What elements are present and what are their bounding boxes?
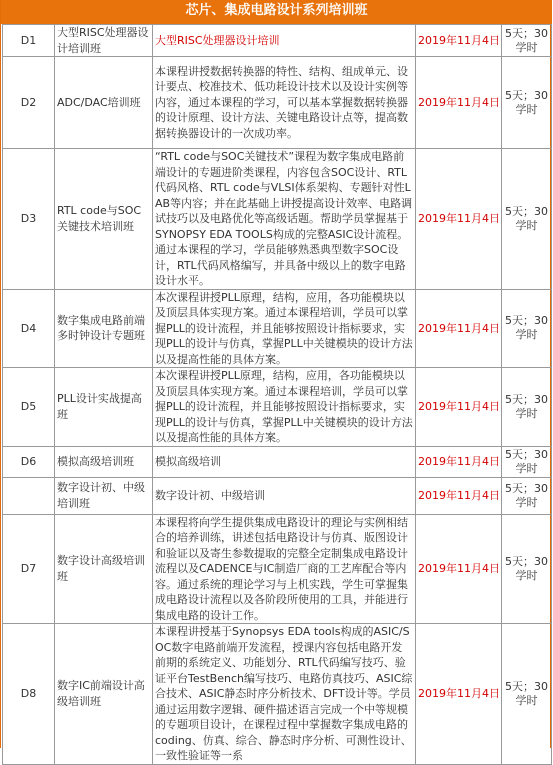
sheet-title: 芯片、集成电路设计系列培训班 <box>1 0 552 24</box>
course-id: D6 <box>3 446 55 477</box>
course-duration: 5天；30学时 <box>502 149 552 290</box>
course-name: 模拟高级培训班 <box>55 446 153 477</box>
course-id: D3 <box>3 149 55 290</box>
course-duration: 5天；30学时 <box>502 368 552 447</box>
table-row <box>3 149 552 290</box>
course-id: D5 <box>3 368 55 447</box>
table-row <box>3 446 552 477</box>
course-id: D8 <box>3 624 55 765</box>
course-name: 大型RISC处理器设计培训班 <box>55 25 153 57</box>
course-date: 2019年11月4日 <box>416 514 502 624</box>
table-row <box>3 25 552 57</box>
course-description: 本课程讲授数据转换器的特性、结构、组成单元、设计要点、校准技术、低功耗设计技术以及设计实例等内容，通过本课程的学习，可以基本掌握数据转换器的设计原理、设计方法、关键电路设计点等，提高数据转换器设计的一次成功率。 <box>153 57 416 149</box>
course-id: D7 <box>3 514 55 624</box>
course-table <box>2 24 552 765</box>
table-row <box>3 477 552 514</box>
course-duration: 5天；30学时 <box>502 25 552 57</box>
course-description: 本课程将向学生提供集成电路设计的理论与实例相结合的培养训练，讲述包括电路设计与仿真、版图设计和验证以及寄生参数提取的完整全定制集成电路设计流程以及CADENCE与IC制造厂商的工艺库配合等内容。通过系统的理论学习与上机实践，学生可掌握集成电路设计流程以及各阶段所使用的工具，并能进行集成电路的设计工作。 <box>153 514 416 624</box>
course-description: 本次课程讲授PLL原理，结构，应用，各功能模块以及顶层具体实现方案。通过本课程培训，学员可以掌握PLL的设计流程，并且能够按照设计指标要求，实现PLL的设计与仿真，掌握PLL中关键模块的设计方法以及提高性能的具体方案。 <box>153 368 416 447</box>
course-description: 本课程讲授基于Synopsys EDA tools构成的ASIC/SOC数字电路前端开发流程，授课内容包括电路开发前期的系统定义、功能划分、RTL代码编写技巧、验证平台TestBench编写技巧、电路仿真技巧、ASIC综合技术、ASIC静态时序分析技术、DFT设计等。学员通过运用数字逻辑、硬件描述语言完成一个中等规模的专题项目设计，在课程过程中掌握数字集成电路的coding、仿真、综合、静态时序分析、可测性设计、一致性验证等一系 <box>153 624 416 765</box>
course-date: 2019年11月4日 <box>416 477 502 514</box>
table-row <box>3 368 552 447</box>
course-name: 数字设计高级培训班 <box>55 514 153 624</box>
course-date: 2019年11月4日 <box>416 149 502 290</box>
course-date: 2019年11月4日 <box>416 289 502 368</box>
course-id: D2 <box>3 57 55 149</box>
course-name: 数字集成电路前端多时钟设计专题班 <box>55 289 153 368</box>
course-id <box>3 477 55 514</box>
course-duration: 5天；30学时 <box>502 624 552 765</box>
course-date: 2019年11月4日 <box>416 25 502 57</box>
course-duration: 5天；30学时 <box>502 477 552 514</box>
course-date: 2019年11月4日 <box>416 57 502 149</box>
table-row <box>3 514 552 624</box>
course-name: PLL设计实战提高班 <box>55 368 153 447</box>
table-row <box>3 289 552 368</box>
course-id: D4 <box>3 289 55 368</box>
course-date: 2019年11月4日 <box>416 446 502 477</box>
course-date: 2019年11月4日 <box>416 624 502 765</box>
table-row <box>3 624 552 765</box>
course-description: 大型RISC处理器设计培训 <box>153 25 416 57</box>
course-description: 本次课程讲授PLL原理，结构，应用，各功能模块以及顶层具体实现方案。通过本课程培训，学员可以掌握PLL的设计流程，并且能够按照设计指标要求，实现PLL的设计与仿真，掌握PLL中关键模块的设计方法以及提高性能的具体方案。 <box>153 289 416 368</box>
course-name: RTL code与SOC关键技术培训班 <box>55 149 153 290</box>
course-name: 数字设计初、中级培训班 <box>55 477 153 514</box>
course-description: 模拟高级培训 <box>153 446 416 477</box>
course-date: 2019年11月4日 <box>416 368 502 447</box>
course-description: 数字设计初、中级培训 <box>153 477 416 514</box>
course-id: D1 <box>3 25 55 57</box>
course-duration: 5天；30学时 <box>502 446 552 477</box>
course-description: “RTL code与SOC关键技术”课程为数字集成电路前端设计的专题进阶类课程，内容包含SOC设计、RTL代码风格、RTL code与VLSI体系架构、专题针对性LAB等内容；并在此基础上讲授提高设计效率、电路调试技巧以及电路优化等高级话题。帮助学员掌握基于SYNOPSY EDA TOOLS构成的完整ASIC设计流程。通过本课程的学习，学员能够熟悉典型数字SOC设计，RTL代码风格编写，并具备中级以上的数字电路设计水平。 <box>153 149 416 290</box>
course-duration: 5天；30学时 <box>502 57 552 149</box>
table-row <box>3 57 552 149</box>
course-duration: 5天；30学时 <box>502 289 552 368</box>
course-duration: 5天；30学时 <box>502 514 552 624</box>
course-name: ADC/DAC培训班 <box>55 57 153 149</box>
course-name: 数字IC前端设计高级培训班 <box>55 624 153 765</box>
